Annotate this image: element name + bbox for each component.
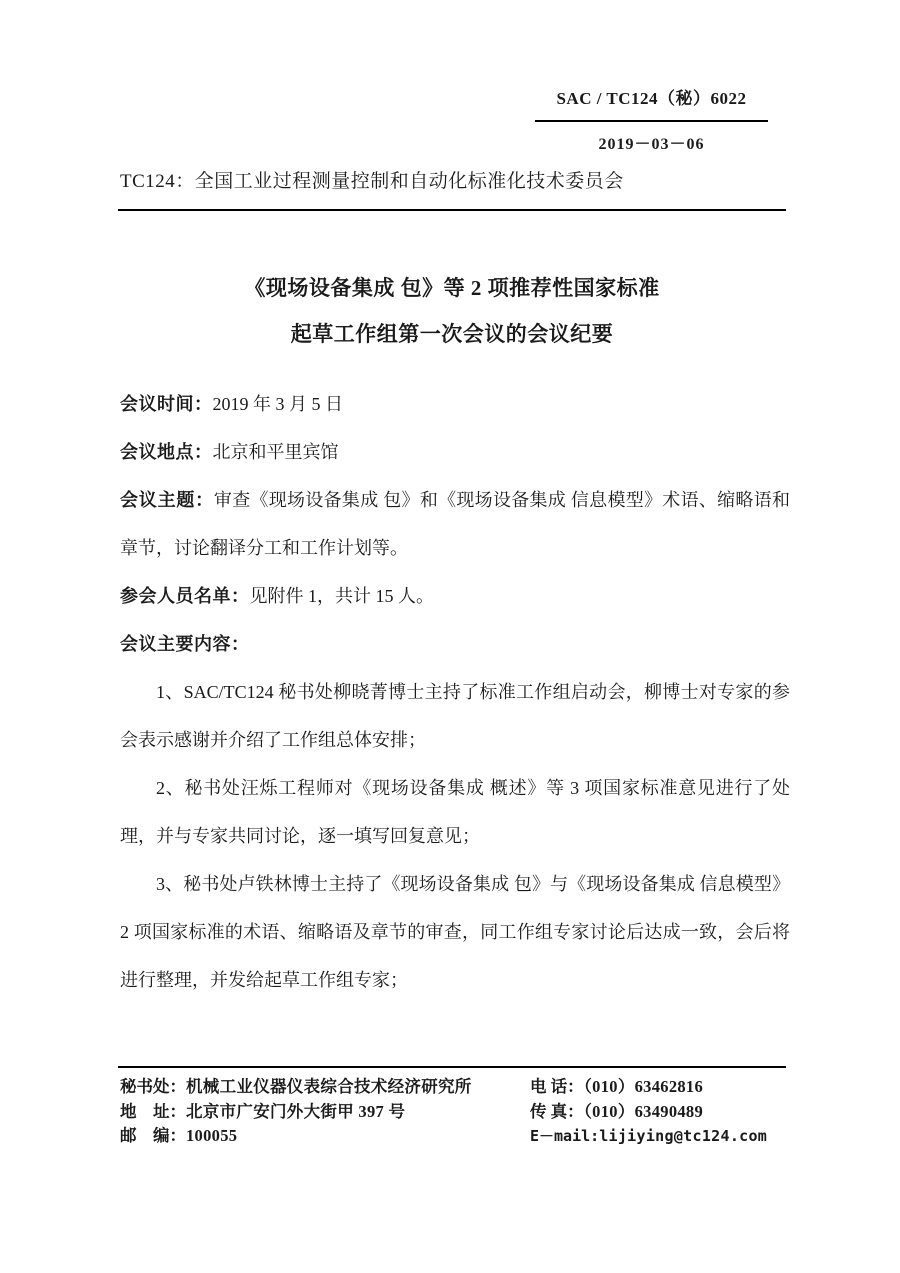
attendees-value: 见附件 1，共计 15 人。 — [249, 586, 434, 606]
footer-address-row — [120, 1100, 472, 1125]
meeting-topic-row — [120, 476, 790, 572]
meeting-topic-value: 审查《现场设备集成 包》和《现场设备集成 信息模型》术语、缩略语和章节，讨论翻译分工和工作计划等。 — [120, 490, 790, 558]
footer-fax-label: 传 真： — [530, 1101, 584, 1121]
footer-address-label: 地 址： — [120, 1101, 186, 1121]
footer-email-label: E－mail: — [530, 1127, 600, 1145]
attendees-row — [120, 572, 790, 620]
footer-email-value: lijiying@tc124.com — [599, 1127, 768, 1145]
header-rule — [118, 209, 786, 211]
document-body — [120, 380, 790, 1004]
footer-phone-value: （010）63462816 — [583, 1077, 704, 1096]
meeting-place-label: 会议地点： — [120, 442, 213, 462]
main-content-label: 会议主要内容： — [120, 634, 250, 654]
attendees-label: 参会人员名单： — [120, 586, 250, 606]
content-item-2: 2、秘书处汪烁工程师对《现场设备集成 概述》等 3 项国家标准意见进行了处理，并与专家共同讨论，逐一填写回复意见； — [120, 778, 790, 846]
meeting-time-label: 会议时间： — [120, 394, 213, 414]
footer-secretariat-row — [120, 1075, 472, 1100]
meeting-time-row — [120, 380, 790, 428]
doc-date: 2019－03－06 — [598, 136, 705, 153]
footer-phone-row — [530, 1075, 767, 1100]
title-line-2: 起草工作组第一次会议的会议纪要 — [290, 322, 614, 346]
footer-phone-label: 电 话： — [530, 1077, 584, 1096]
footer-secretariat-value: 机械工业仪器仪表综合技术经济研究所 — [186, 1077, 472, 1096]
footer-left — [120, 1075, 472, 1149]
footer-zip-row — [120, 1124, 472, 1149]
doc-number: SAC / TC124（秘）6022 — [535, 84, 768, 122]
doc-header — [535, 84, 768, 154]
title-line-1: 《现场设备集成 包》等 2 项推荐性国家标准 — [244, 276, 660, 300]
content-item-1: 1、SAC/TC124 秘书处柳晓菁博士主持了标准工作组启动会，柳博士对专家的参会表示感谢并介绍了工作组总体安排； — [120, 682, 790, 750]
footer-fax-value: （010）63490489 — [583, 1101, 704, 1121]
meeting-place-row — [120, 428, 790, 476]
committee-line: TC124：全国工业过程测量控制和自动化标准化技术委员会 — [120, 171, 624, 192]
main-content-heading — [120, 620, 790, 668]
footer-zip-label: 邮 编： — [120, 1126, 186, 1145]
footer-zip-value: 100055 — [186, 1126, 238, 1145]
footer-address-value: 北京市广安门外大街甲 397 号 — [186, 1101, 406, 1121]
footer-right — [530, 1075, 767, 1149]
meeting-topic-label: 会议主题： — [120, 490, 214, 510]
footer-email-row — [530, 1124, 767, 1149]
footer-secretariat-label: 秘书处： — [120, 1077, 186, 1096]
content-item-3: 3、秘书处卢铁林博士主持了《现场设备集成 包》与《现场设备集成 信息模型》2 项国家标准的术语、缩略语及章节的审查，同工作组专家讨论后达成一致，会后将进行整理，并发给起草工作组专家； — [120, 874, 790, 990]
meeting-place-value: 北京和平里宾馆 — [212, 442, 339, 462]
footer-fax-row — [530, 1100, 767, 1125]
footer-rule — [118, 1066, 786, 1068]
meeting-time-value: 2019 年 3 月 5 日 — [212, 394, 343, 414]
